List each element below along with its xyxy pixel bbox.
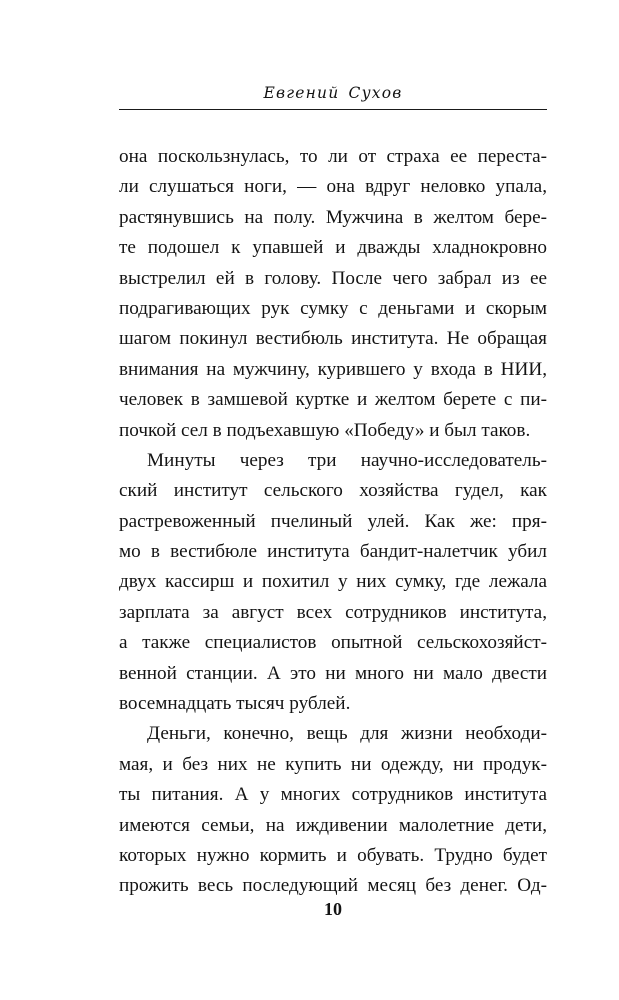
text-line: которых нужно кормить и обувать. Трудно будет — [119, 844, 547, 866]
text-line: почкой сел в подъехавшую «Победу» и был таков. — [119, 419, 531, 441]
text-line: она поскользнулась, то ли от страха ее переста- — [119, 146, 547, 167]
text-line: мо в вестибюле института бандит-налетчик убил — [119, 541, 547, 563]
text-line: зарплата за август всех сотрудников института, — [119, 601, 547, 623]
page-body — [119, 142, 547, 902]
text-line: ли слушаться ноги, — она вдруг неловко упала, — [119, 176, 547, 198]
running-header: Евгений Сухов — [263, 84, 403, 102]
paragraph — [119, 142, 547, 446]
text-line: мая, и без них не купить ни одежду, ни продук- — [119, 753, 547, 775]
paragraph — [119, 719, 547, 901]
text-line: прожить весь последующий месяц без денег. Од- — [119, 875, 547, 897]
text-line: восемнадцать тысяч рублей. — [119, 693, 351, 715]
text-line: а также специалистов опытной сельскохозяйст- — [119, 632, 547, 654]
text-line: подрагивающих рук сумку с деньгами и скорым — [119, 297, 547, 319]
text-line: растянувшись на полу. Мужчина в желтом бере- — [119, 206, 547, 228]
text-line: Минуты через три научно-исследователь- — [147, 449, 547, 471]
text-line: те подошел к упавшей и дважды хладнокровно — [119, 237, 547, 259]
text-line: выстрелил ей в голову. После чего забрал из ее — [119, 267, 547, 289]
text-line: ский институт сельского хозяйства гудел, как — [119, 480, 547, 502]
text-line: ты питания. А у многих сотрудников института — [119, 784, 547, 806]
page-number: 10 — [324, 899, 342, 919]
text-line: человек в замшевой куртке и желтом берете с пи- — [119, 389, 547, 411]
text-line: шагом покинул вестибюль института. Не обращая — [119, 328, 547, 350]
header-divider — [119, 109, 547, 110]
text-line: двух кассирш и похитил у них сумку, где лежала — [119, 571, 547, 593]
text-line: имеются семьи, на иждивении малолетние дети, — [119, 814, 547, 836]
text-line: внимания на мужчину, курившего у входа в НИИ, — [119, 358, 547, 380]
text-line: венной станции. А это ни много ни мало двести — [119, 662, 547, 684]
paragraph — [119, 446, 547, 720]
text-line: Деньги, конечно, вещь для жизни необходи- — [147, 723, 547, 745]
text-line: растревоженный пчелиный улей. Как же: пря- — [119, 510, 547, 532]
